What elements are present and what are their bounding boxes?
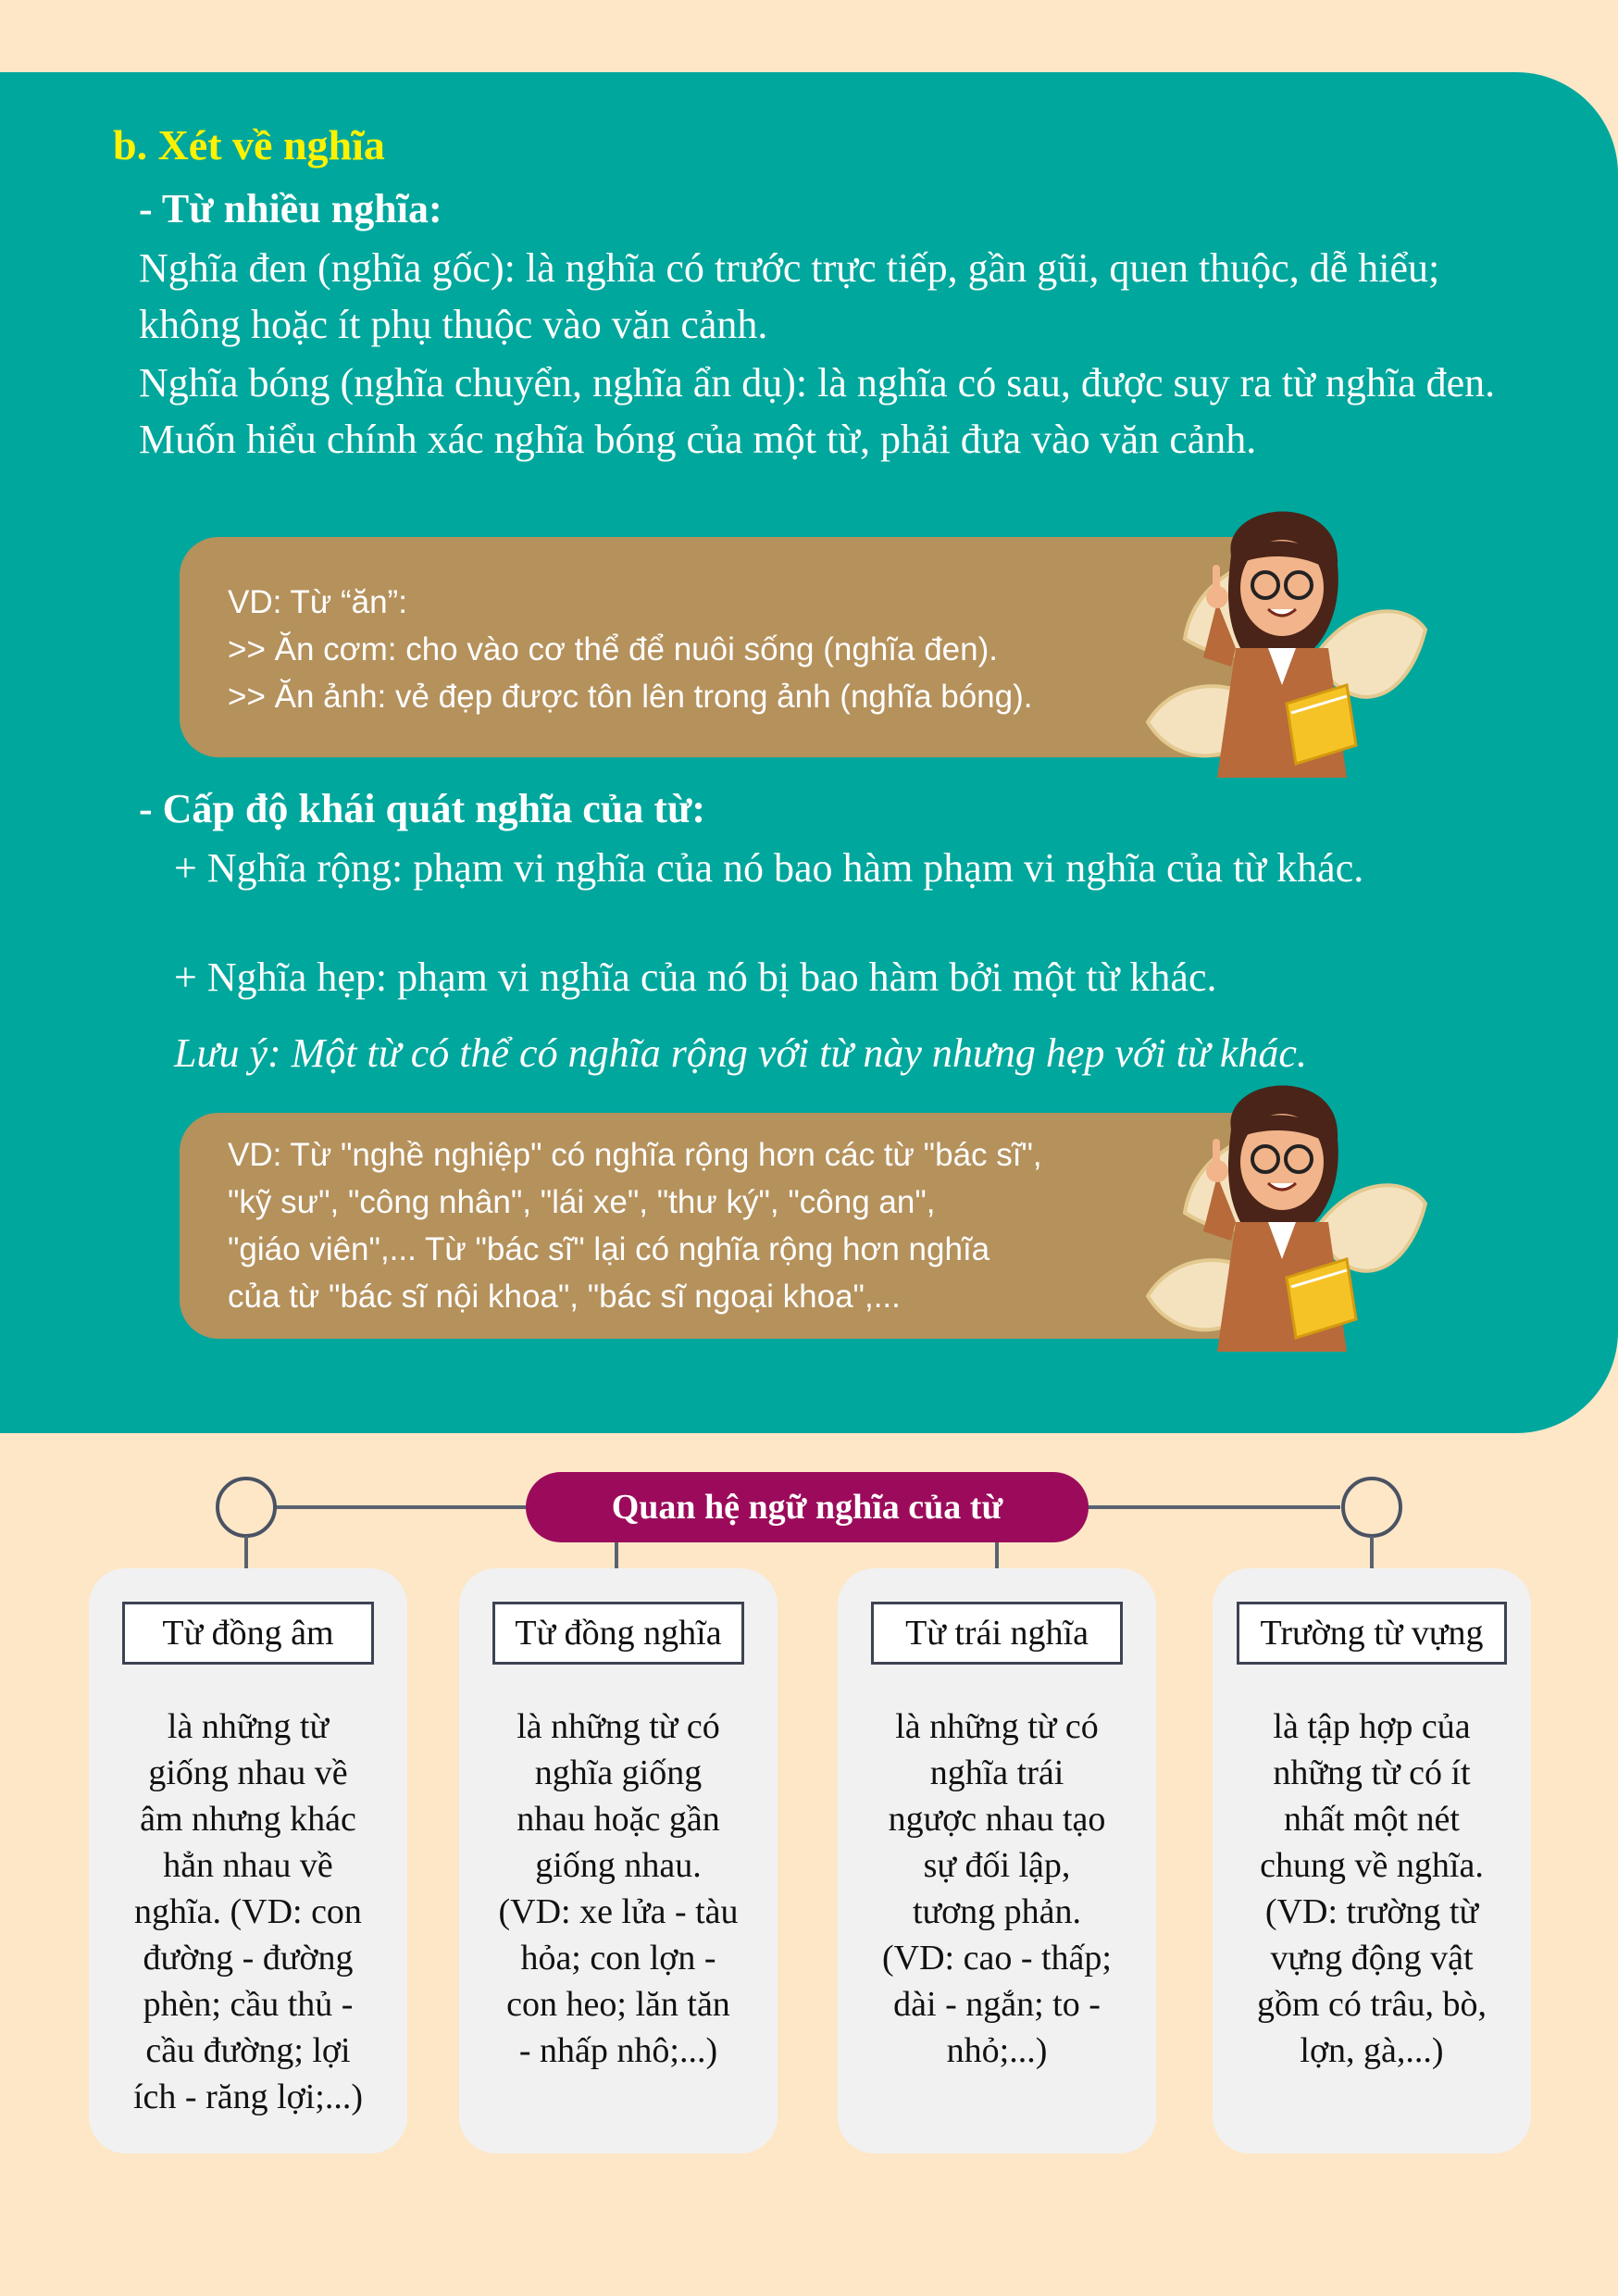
narrow-meaning: + Nghĩa hẹp: phạm vi nghĩa của nó bị bao hàm bởi một từ khác.	[174, 955, 1217, 1000]
card-synonym	[459, 1568, 778, 2153]
card-homonym	[89, 1568, 407, 2153]
example-line: "giáo viên",... Từ "bác sĩ" lại có nghĩa rộng hơn nghĩa	[228, 1231, 990, 1267]
figurative-meaning: Nghĩa bóng (nghĩa chuyển, nghĩa ẩn dụ): là nghĩa có sau, được suy ra từ nghĩa đen. Muốn hiểu chính xác nghĩa bóng của một từ, phải đưa vào văn cảnh.	[139, 360, 1496, 462]
section-heading: b. Xét về nghĩa	[113, 121, 385, 168]
card-body: là tập hợp của những từ có ít nhất một nét chung về nghĩa. (VD: trường từ vựng động vật gồm có trâu, bò, lợn, gà,...)	[1256, 1707, 1487, 2070]
teacher-illustration-icon	[1129, 500, 1435, 778]
card-lexical-field	[1213, 1568, 1531, 2153]
card-body: là những từ giống nhau về âm nhưng khác hẳn nhau về nghĩa. (VD: con đường - đường phèn; cầu thủ - cầu đường; lợi ích - răng lợi;...)	[132, 1707, 364, 2116]
card-title: Trường từ vựng	[1237, 1602, 1507, 1665]
relations-title: Quan hệ ngữ nghĩa của từ	[526, 1472, 1089, 1542]
connector-ring	[216, 1477, 277, 1538]
example-line: >> Ăn cơm: cho vào cơ thể để nuôi sống (nghĩa đen).	[228, 631, 998, 668]
example-line: VD: Từ “ăn”:	[228, 584, 407, 620]
card-title: Từ đồng âm	[122, 1602, 374, 1665]
example-line: của từ "bác sĩ nội khoa", "bác sĩ ngoại khoa",...	[228, 1279, 901, 1315]
teacher-illustration-icon	[1129, 1074, 1435, 1352]
card-title: Từ đồng nghĩa	[492, 1602, 744, 1665]
card-antonym	[838, 1568, 1156, 2153]
generality-title: - Cấp độ khái quát nghĩa của từ:	[139, 786, 706, 831]
generality-note: Lưu ý: Một từ có thể có nghĩa rộng với từ này nhưng hẹp với từ khác.	[174, 1030, 1307, 1076]
example-box-polysemy	[180, 537, 1272, 757]
card-body: là những từ có nghĩa trái ngược nhau tạo sự đối lập, tương phản. (VD: cao - thấp; dài - ngắn; to - nhỏ;...)	[882, 1707, 1112, 2070]
card-title: Từ trái nghĩa	[871, 1602, 1123, 1665]
example-box-generality	[180, 1113, 1272, 1339]
polysemy-title: - Từ nhiều nghĩa:	[139, 186, 442, 231]
connector-ring	[1341, 1477, 1402, 1538]
example-line: VD: Từ "nghề nghiệp" có nghĩa rộng hơn các từ "bác sĩ",	[228, 1137, 1042, 1173]
example-line: "kỹ sư", "công nhân", "lái xe", "thư ký", "công an",	[228, 1184, 936, 1220]
broad-meaning: + Nghĩa rộng: phạm vi nghĩa của nó bao hàm phạm vi nghĩa của từ khác.	[174, 845, 1364, 891]
literal-meaning: Nghĩa đen (nghĩa gốc): là nghĩa có trước trực tiếp, gần gũi, quen thuộc, dễ hiểu; không hoặc ít phụ thuộc vào văn cảnh.	[139, 245, 1440, 347]
example-line: >> Ăn ảnh: vẻ đẹp được tôn lên trong ảnh (nghĩa bóng).	[228, 679, 1033, 715]
card-body: là những từ có nghĩa giống nhau hoặc gần giống nhau. (VD: xe lửa - tàu hỏa; con lợn - con heo; lăn tăn - nhấp nhô;...)	[498, 1707, 739, 2070]
